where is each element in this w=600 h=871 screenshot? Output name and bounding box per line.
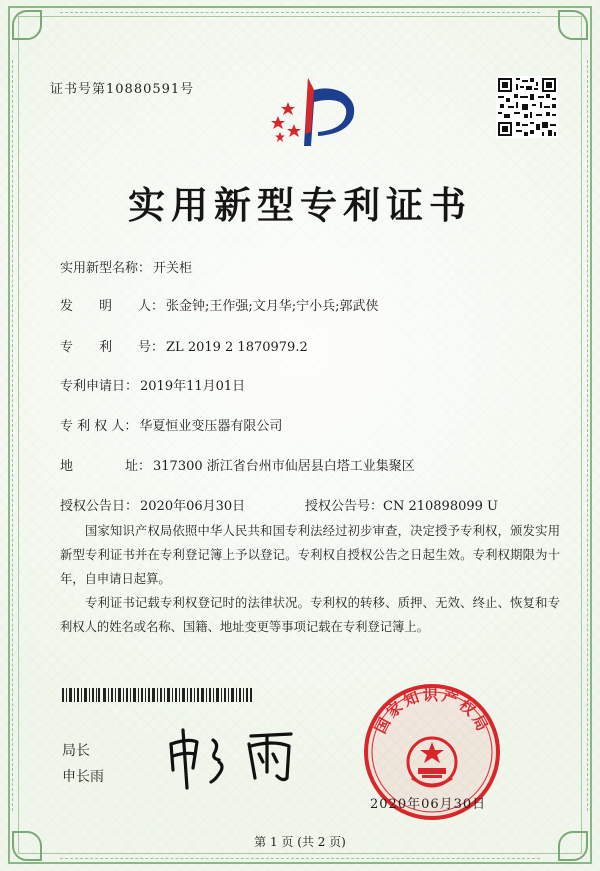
field-patent-number bbox=[60, 336, 308, 355]
field-value: 华夏恒业变压器有限公司 bbox=[139, 419, 283, 434]
star-icon bbox=[281, 102, 295, 115]
border-ornament bbox=[60, 858, 540, 859]
corner-ornament bbox=[558, 10, 588, 40]
field-value: 317300 浙江省台州市仙居县白塔工业集聚区 bbox=[153, 459, 415, 474]
field-label: 发 明 人： bbox=[60, 299, 165, 314]
barcode-icon bbox=[62, 688, 252, 702]
field-label: 授权公告号： bbox=[305, 499, 384, 514]
star-icon bbox=[275, 132, 285, 142]
field-grant-announcement-date bbox=[60, 495, 245, 514]
field-label: 专 利 号： bbox=[60, 340, 165, 355]
field-inventors bbox=[60, 295, 379, 314]
field-grant-announcement-number bbox=[305, 495, 498, 514]
border-ornament bbox=[60, 12, 540, 13]
field-utility-model-name bbox=[60, 257, 192, 276]
corner-ornament bbox=[12, 10, 42, 40]
seal-date: 2020年06月30日 bbox=[370, 797, 487, 812]
field-patentee bbox=[60, 415, 282, 434]
field-label: 专利申请日： bbox=[60, 379, 139, 394]
signatory-title: 局长 bbox=[62, 743, 90, 759]
cnipa-logo-icon bbox=[258, 72, 358, 148]
star-icon bbox=[271, 116, 285, 129]
certificate-number: 证书号第10880591号 bbox=[50, 82, 195, 97]
seal-text: 国家知识产权局 bbox=[371, 686, 493, 737]
field-address bbox=[60, 455, 415, 474]
page-number: 第 1 页 (共 2 页) bbox=[254, 835, 346, 849]
document-title: 实用新型专利证书 bbox=[128, 184, 472, 227]
signatory-name: 申长雨 bbox=[62, 769, 104, 785]
handwritten-signature-icon bbox=[163, 722, 303, 792]
field-label: 实用新型名称： bbox=[60, 261, 152, 276]
qr-code-icon bbox=[496, 76, 558, 138]
field-value: 张金钟;王作强;文月华;宁小兵;郭武侠 bbox=[166, 299, 379, 314]
field-value: CN 210898099 U bbox=[383, 499, 498, 514]
border-ornament bbox=[587, 60, 588, 811]
field-label: 专 利 权 人： bbox=[60, 419, 138, 434]
border-ornament bbox=[12, 60, 13, 811]
body-paragraph: 国家知识产权局依照中华人民共和国专利法经过初步审查，决定授予专利权，颁发实用新型专利证书并在专利登记簿上予以登记。专利权自授权公告之日起生效。专利权期限为十年，自申请日起算。 bbox=[60, 524, 560, 586]
body-paragraph: 专利证书记载专利权登记时的法律状况。专利权的转移、质押、无效、终止、恢复和专利权人的姓名或名称、国籍、地址变更等事项记载在专利登记簿上。 bbox=[60, 596, 560, 634]
field-label: 授权公告日： bbox=[60, 499, 139, 514]
star-icon bbox=[287, 124, 301, 137]
field-value: 2020年06月30日 bbox=[140, 499, 246, 514]
field-value: 2019年11月01日 bbox=[140, 379, 246, 394]
field-value: ZL 2019 2 1870979.2 bbox=[166, 340, 308, 355]
field-label: 地 址： bbox=[60, 459, 152, 474]
field-value: 开关柜 bbox=[153, 261, 193, 276]
field-application-date bbox=[60, 375, 245, 394]
